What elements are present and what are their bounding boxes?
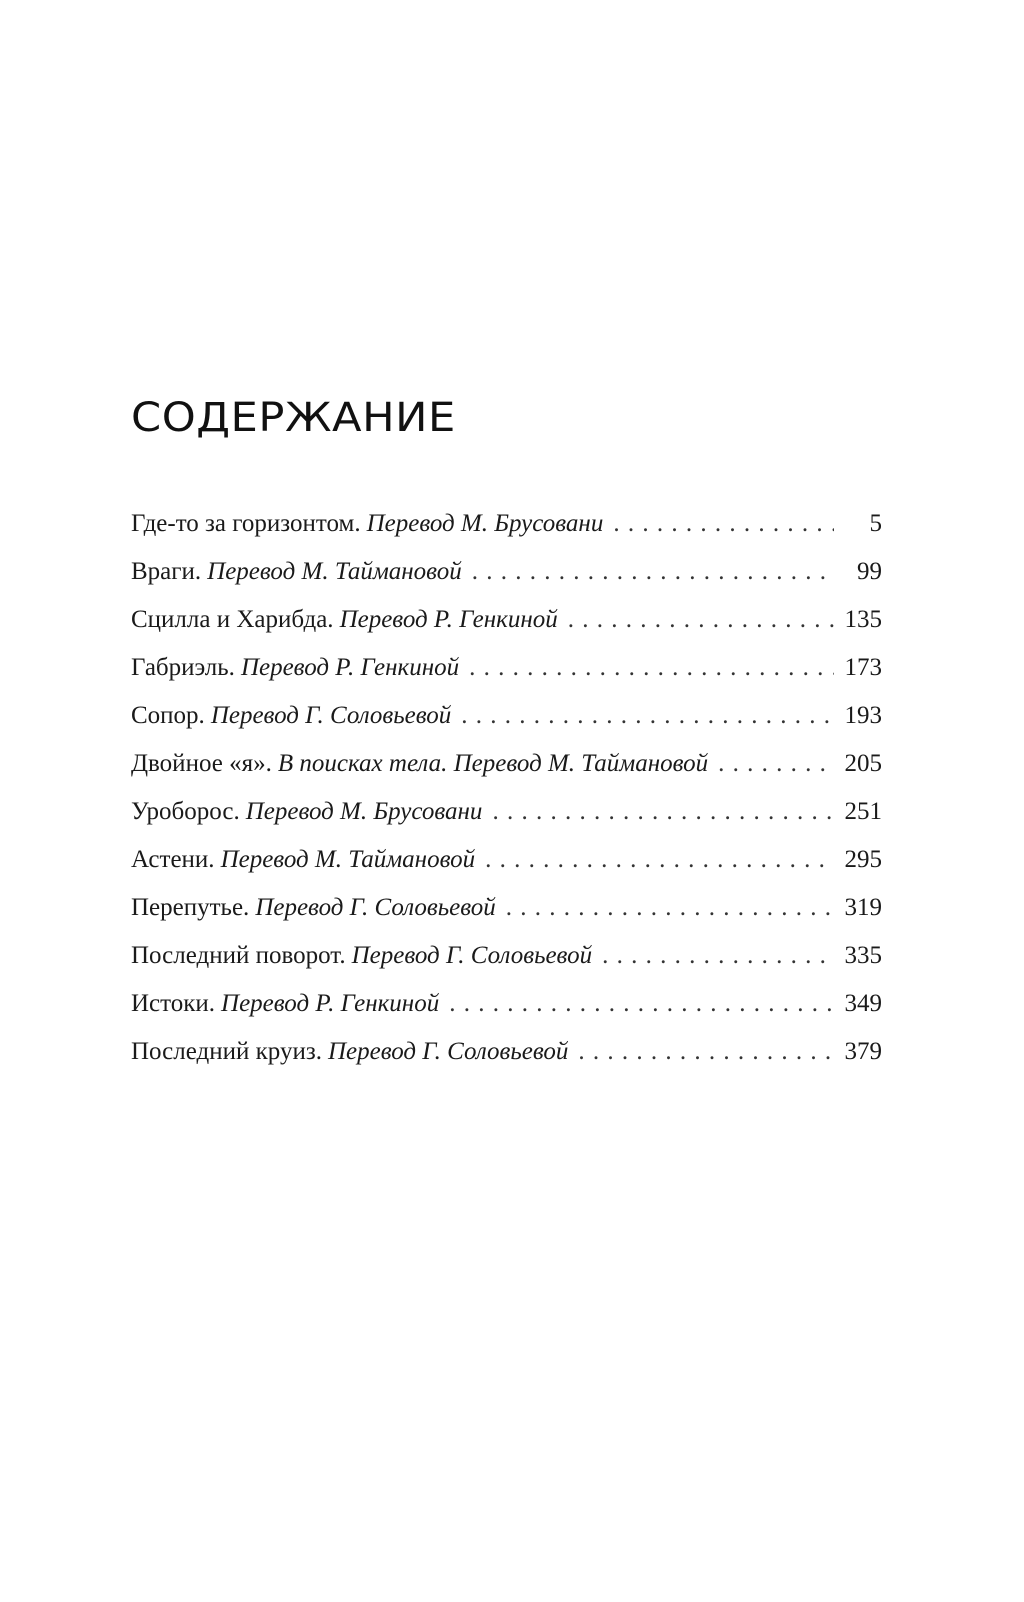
dot-leader <box>461 692 834 740</box>
dot-leader <box>578 1028 834 1076</box>
toc-entry-translator: Перевод Г. Соловьевой <box>255 894 496 921</box>
toc-entry-page-number: 349 <box>844 990 882 1017</box>
dot-leader <box>506 884 834 932</box>
toc-entry <box>131 692 882 740</box>
toc-entry-translator: Перевод Г. Соловьевой <box>210 702 452 729</box>
toc-entry <box>131 548 882 596</box>
toc-entry <box>131 788 882 836</box>
toc-entry-page-number: 173 <box>844 654 882 681</box>
toc-entry <box>131 980 882 1028</box>
toc-entry-page-number: 5 <box>869 510 882 537</box>
toc-entry-translator: Перевод М. Брусовани <box>245 798 483 825</box>
toc-entry-title: Сцилла и Харибда. <box>131 606 334 633</box>
toc-entry-page-number: 205 <box>844 750 882 777</box>
toc-entry-title: Астени. <box>131 846 215 873</box>
dot-leader <box>472 548 834 596</box>
toc-entry <box>131 884 882 932</box>
toc-entry <box>131 836 882 884</box>
dot-leader <box>568 596 834 644</box>
toc-entry-translator: В поисках тела. Перевод М. Таймановой <box>277 750 709 777</box>
dot-leader <box>469 644 834 692</box>
toc-entry <box>131 644 882 692</box>
toc-entry-page-number: 135 <box>844 606 882 633</box>
toc-entry-title: Сопор. <box>131 702 205 729</box>
toc-entry-translator: Перевод Р. Генкиной <box>339 606 558 633</box>
toc-entry-title: Последний поворот. <box>131 942 346 969</box>
toc-entry-translator: Перевод М. Таймановой <box>220 846 476 873</box>
toc-entry-page-number: 193 <box>844 702 882 729</box>
dot-leader <box>449 980 834 1028</box>
toc-entry <box>131 932 882 980</box>
toc-entry-page-number: 251 <box>844 798 882 825</box>
toc-entry-translator: Перевод М. Таймановой <box>207 558 462 585</box>
toc-entry-title: Габриэль. <box>131 654 235 681</box>
toc-entry-page-number: 295 <box>844 846 882 873</box>
toc-entry-title: Где-то за горизонтом. <box>131 510 361 537</box>
toc-entry-title: Двойное «я». <box>131 750 272 777</box>
toc-entry-title: Уроборос. <box>131 798 240 825</box>
toc-entry-translator: Перевод Р. Генкиной <box>240 654 460 681</box>
toc-entry-title: Истоки. <box>131 990 216 1017</box>
toc-entry-translator: Перевод М. Брусовани <box>366 510 604 537</box>
toc-entry <box>131 596 882 644</box>
toc-entry-page-number: 335 <box>844 942 882 969</box>
dot-leader <box>718 740 834 788</box>
toc-entry <box>131 500 882 548</box>
toc-entry <box>131 1028 882 1076</box>
page-title: СОДЕРЖАНИЕ <box>131 395 456 441</box>
toc-entry <box>131 740 882 788</box>
toc-entry-title: Последний круиз. <box>131 1038 322 1065</box>
dot-leader <box>602 932 834 980</box>
toc-entry-title: Враги. <box>131 558 202 585</box>
toc-entry-page-number: 319 <box>844 894 882 921</box>
table-of-contents <box>131 500 882 1076</box>
dot-leader <box>485 836 834 884</box>
toc-entry-translator: Перевод Г. Соловьевой <box>327 1038 569 1065</box>
toc-entry-translator: Перевод Г. Соловьевой <box>351 942 593 969</box>
toc-entry-page-number: 379 <box>844 1038 882 1065</box>
dot-leader <box>492 788 834 836</box>
toc-entry-page-number: 99 <box>857 558 882 585</box>
dot-leader <box>613 500 834 548</box>
toc-entry-translator: Перевод Р. Генкиной <box>221 990 440 1017</box>
toc-entry-title: Перепутье. <box>131 894 250 921</box>
